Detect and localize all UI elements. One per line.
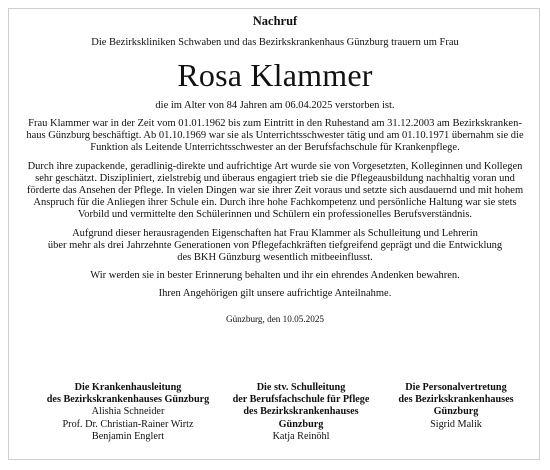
signer-member: Prof. Dr. Christian-Rainer Wirtz [62,418,194,430]
signer-members [221,431,381,443]
obituary-body [10,118,540,301]
signer-title [391,382,521,419]
signer-title-line: Günzburg [278,418,324,430]
signer-title-line: des Bezirkskrankenhauses [243,406,359,418]
signer-member: Benjamin Englert [91,430,165,442]
signer-member: Alishia Schneider [91,406,165,418]
body-paragraph [10,270,540,282]
body-paragraph [10,288,540,300]
intro-text: Die Bezirkskliniken Schwaben und das Bezirkskrankenhaus Günzburg trauern um Frau [91,37,459,48]
signer-title-line: Die Personalvertretung [405,382,507,393]
signer-staff-council [391,382,521,431]
signer-title-line: des Bezirkskrankenhauses Günzburg [46,394,210,406]
signer-members [391,419,521,431]
deceased-name: Rosa Klammer [177,57,373,93]
signatories [10,382,540,452]
obituary-heading: Nachruf [252,14,298,28]
body-paragraph [10,161,540,222]
paragraph-line: Aufgrund dieser herausragenden Eigenschaften hat Frau Klammer als Schulleitung und Lehrerin [72,227,478,239]
signer-school-leadership [221,382,381,443]
paragraph-line: Vorbild und vermittelte den Schülerinnen und Schülern ein professionelles Berufsverständnis. [77,209,473,221]
signer-member: Katja Reinöhl [272,430,330,442]
obituary [10,10,540,325]
signer-title-line: Die Krankenhausleitung [74,382,182,393]
paragraph-line: haus Günzburg beschäftigt. Ab 01.10.1969 war sie als Unterrichtsschwester tätig und am 01.10.1971 übernahm sie die [26,130,524,142]
paragraph-line: des BKH Günzburg wesentlich mitbeeinflusst. [177,252,373,264]
signer-title-line: Die stv. Schulleitung [256,382,346,393]
paragraph-line: Durch ihre zupackende, geradlinig-direkte und aufrichtige Art wurde sie von Vorgesetzten, Kolleginnen und Kollegen [27,160,523,172]
paragraph-line: Frau Klammer war in der Zeit vom 01.01.1962 bis zum Eintritt in den Ruhestand am 31.12.2003 am Bezirkskranken- [28,118,522,129]
signer-member: Sigrid Malik [430,418,482,430]
paragraph-line: über mehr als drei Jahrzehnte Generationen von Pflegefachkräften tiefgreifend geprägt und die Entwicklung [47,239,503,251]
paragraph-line: Ihren Angehörigen gilt unsere aufrichtige Anteilnahme. [158,288,392,300]
place-date: Günzburg, den 10.05.2025 [225,313,325,324]
paragraph-line: sehr geschätzt. Diszipliniert, zielstrebig und überaus engagiert trieb sie die Pflegeausbildung nachhaltig voran und [35,172,515,184]
paragraph-line: Anspruch für die Anliegen ihrer Schule ein. Durch ihre hohe Fachkompetenz und persönliche Haltung war sie stets [33,197,517,209]
signer-title-line: des Bezirkskrankenhauses [398,394,514,406]
signer-title [221,382,381,431]
body-paragraph [10,118,540,155]
signer-title [38,382,218,406]
paragraph-line: förderte das Ansehen der Pflege. In vielen Dingen war sie ihrer Zeit voraus und setzte sich ausdauernd und mit hohem [26,185,524,197]
paragraph-line: Funktion als Leitende Unterrichtsschwester an der Berufsfachschule für Krankenpflege. [90,142,460,154]
signer-title-line: der Berufsfachschule für Pflege [232,394,370,406]
signer-hospital-management [38,382,218,443]
signer-members [38,406,218,443]
signer-title-line: Günzburg [433,406,479,418]
body-paragraph [10,228,540,265]
paragraph-line: Wir werden sie in bester Erinnerung behalten und ihr ein ehrendes Andenken bewahren. [90,270,460,282]
death-notice: die im Alter von 84 Jahren am 06.04.2025 verstorben ist. [155,100,395,111]
